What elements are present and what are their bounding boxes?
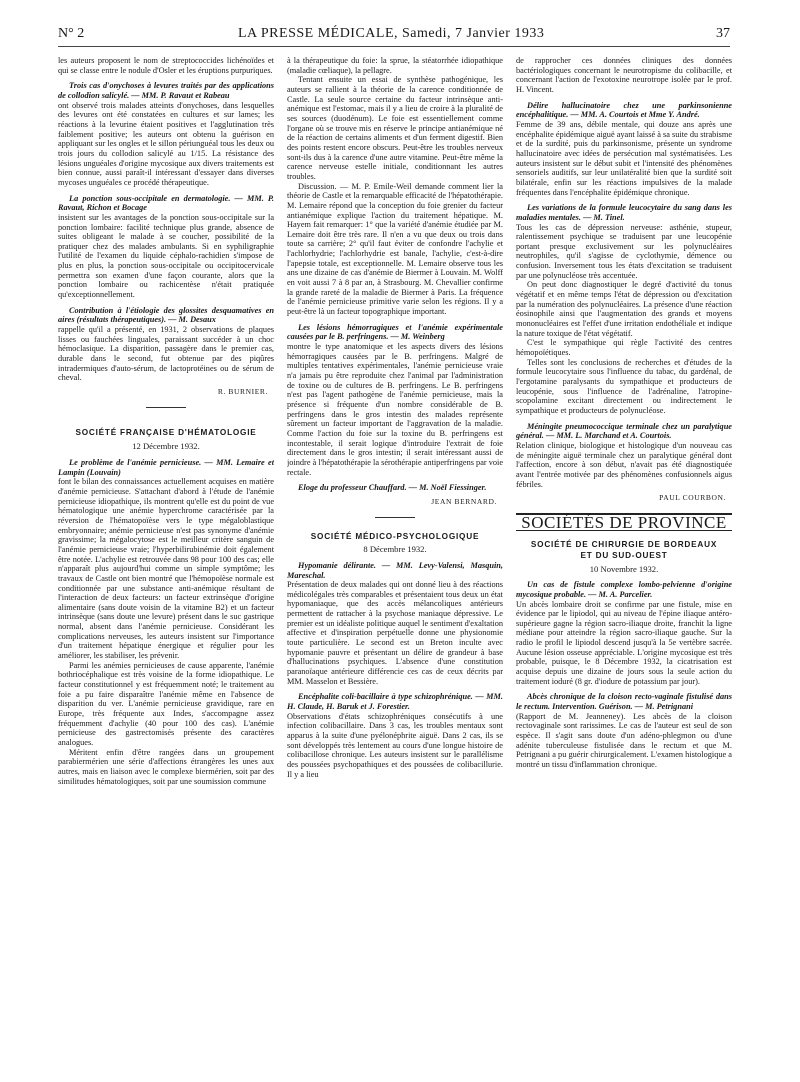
society-heading: SOCIÉTÉ MÉDICO-PSYCHOLOGIQUE (310, 531, 480, 541)
paragraph: Un abcès lombaire droit se confirme par une fistule, mise en évidence par le lipiodol, qui au niveau de l'épine iliaque antéro-supérieure gagne la région sacro-iliaque droite, franchit la ligne médiane pour atteindre la région sacro-iliaque gauche. Sur la radio le profil le lipiodol descend jusqu'à la 5e vertèbre sacrée. Aucune lésion osseuse appréciable. L'origine mycosique est très probable, puisque, le 8 Décembre 1932, la cicatrisation est acquise depuis une dizaine de jours sous la seule action du traitement ioduré (8 gr. d'iodure de potassium par jour). (516, 599, 732, 686)
paragraph: Parmi les anémies pernicieuses de cause apparente, l'anémie bothriocéphalique est très voisine de la forme idiopathique. Le facteur constitutionnel y est fréquemment noté; le traitement au foie a pu faire disparaître l'anémie même en l'absence de disparition du ver. L'anémie pernicieuse gravidique, rare en Europe, très fréquente aux Indes, s'accompagne assez fréquemment d'achylie (40 pour 100 des cas). L'anémie pernicieuse des gastrectomisés présente des caractères analogues. (58, 660, 274, 747)
paragraph: Femme de 39 ans, débile mentale, qui douze ans après une encéphalite épidémique aiguë ayant laissé à sa suite du strabisme et de la surdité, puis du parkinsonisme, présente un syndrome hallucinatoire avec idées de persécution mal systématisées. Les auteurs insistent sur le début subit et l'intensité des phénomènes sensoriels auditifs, sur leur unilatéralité bien que la surdité soit bilatérale, enfin sur les réactions impulsives de la malade fréquentes dans l'encéphalite épidémique chronique. (516, 119, 732, 197)
paragraph: rappelle qu'il a présenté, en 1931, 2 observations de plaques lisses ou fauchées linguales, paraissant succéder à un choc hémoclasique. La disparition, passagère dans le premier cas, durable dans le second, fut obtenue par des piqûres intradermiques d'auto-sérum, de lactoprotéines ou de sérum de cheval. (58, 325, 274, 383)
paragraph: insistent sur les avantages de la ponction sous-occipitale sur la ponction lombaire: facilité technique plus grande, absence de suites obligeant le malade à se coucher, possibilité de la pratiquer chez des malades ambulants. Si en syphiligraphie l'utilité de l'examen du liquide céphalo-rachidien s'impose de plus en plus, la ponction sous-occipitale ou occipitocervicale permettra son examen d'une façon courante, alors que la ponction lombaire ou rachicentèse n'était pratiquée qu'exceptionnellement. (58, 212, 274, 300)
article-title: Contribution à l'étiologie des glossites desquamatives en aires (résultats thérapeutiques). — M. Desaux (58, 305, 274, 325)
column-1 (58, 56, 274, 786)
paragraph: à la thérapeutique du foie: la sprue, la stéatorrhée idiopathique (maladie cœliaque), la pellagre. (287, 56, 503, 75)
column-3 (516, 56, 732, 770)
session-date: 12 Décembre 1932. (132, 441, 200, 452)
society-heading-line1: SOCIÉTÉ DE CHIRURGIE DE BORDEAUX (530, 539, 718, 549)
paragraph: On peut donc diagnostiquer le degré d'activité du tonus végétatif et en même temps l'état de dépression ou d'excitation par la numération des polynucléaires. La présence d'une réaction éosinophile ainsi que l'augmentation des grands et moyens mononucléaires est l'effet d'une irritation endothéliale et indique la nature toxique de l'état végétatif. (516, 280, 732, 338)
page-header (58, 26, 730, 44)
paragraph: Tous les cas de dépression nerveuse: asthénie, stupeur, ralentissement psychique se traduisent par une leucopénie portant presque exclusivement sur les polynucléaires neutrophiles, qu'il s'agisse de cyclothymie, démence ou confusion. Inversement tous les états d'excitation se traduisent par une polynucléose très accentuée. (516, 222, 732, 280)
article-title: Méningite pneumococcique terminale chez un paralytique général. — MM. L. Marchand et A. Courtois. (516, 421, 732, 441)
paragraph: font le bilan des connaissances actuellement acquises en matière d'anémie pernicieuse. S'attachant d'abord à l'étude de l'anémie pernicieuse idiopathique, ils montrent qu'elle est du point de vue hématologique une anémie hyperchrome caractérisée par la réversion de l'hématopoïèse vers le type mégaloblastique embryonnaire; anémie pernicieuse n'est pas synonyme d'anémie gravissime; la mégalocytose est le meilleur critère sanguin de l'anémie pernicieuse vraie; l'hyperbilirubinémie doit également être notée. L'achylie est retrouvée dans 98 pour 100 des cas; elle n'apparaît plus aujourd'hui comme un simple symptôme; les travaux de Castle ont bien montré que l'hémopoïèse normale est conditionnée par une substance anti-anémique résultant de l'interaction de deux facteurs: un facteur extrinsèque d'origine alimentaire (sans doute voisin de la vitamine B2) et un facteur intrinsèque (sans doute une levure) présent dans le suc gastrique normal, absent dans l'anémie pernicieuse. Considérant les complications nerveuses, les auteurs insistent sur l'importance d'un traitement hépatique énergique et régulier pour les améliorer, les stabiliser, les prévenir. (58, 477, 274, 661)
article-title: Abcès chronique de la cloison recto-vaginale fistulisé dans le rectum. Intervention. Guérison. — M. Petrignani (516, 692, 732, 712)
article-title: Les variations de la formule leucocytaire du sang dans les maladies mentales. — M. Tinel. (516, 203, 732, 222)
society-heading (516, 539, 732, 561)
society-heading: SOCIÉTÉ FRANÇAISE D'HÉMATOLOGIE (75, 427, 257, 437)
section-banner: SOCIÉTÉS DE PROVINCE (516, 513, 732, 531)
paragraph: Tentant ensuite un essai de synthèse pathogénique, les auteurs se rallient à la théorie de la carence conditionnée de Castle. La seule source certaine du facteur intrinsèque anti-anémique est l'estomac, mais il y a lieu de croire à la pluralité de ses sources (duodénum). Le foie est essentiellement comme l'organe où se trouve mis en réserve le principe antianémique né de la réaction de certains aliments et d'un ferment digestif. Bien des points restent encore obscurs. Peut-être les troubles nerveux sont-ils dus à la carence d'une autre vitamine. Peut-être même la carence nerveuse estelle initiale, conditionnant les autres troubles. (287, 75, 503, 181)
page-number: 37 (716, 26, 730, 41)
author-signature: JEAN BERNARD. (431, 496, 497, 506)
article-title: Trois cas d'onychoses à levures traités par des applications de collodion salicylé. — MM. P. Ravaut et Rabeau (58, 81, 274, 100)
article-title: Hypomanie délirante. — MM. Levy-Valensi, Masquin, Mareschal. (287, 560, 503, 580)
paragraph: de rapprocher ces données cliniques des données bactériologiques concernant le neurotropisme du colibacille, et concernant l'action de l'exotoxine neurotrope isolée par le prof. H. Vincent. (516, 56, 732, 94)
article-title: Les lésions hémorragiques et l'anémie expérimentale causées par le B. perfringens. — M. Weinberg (287, 322, 503, 342)
paragraph: les auteurs proposent le nom de streptococcides lichénoïdes et qui se classe entre le nodule d'Osler et les éruptions purpuriques. (58, 56, 274, 75)
session-date: 10 Novembre 1932. (589, 563, 659, 574)
header-rule (58, 46, 730, 47)
article-title: Un cas de fistule complexe lombo-pelvienne d'origine mycosique probable. — M. A. Parcelier. (516, 580, 732, 599)
article-title: Délire hallucinatoire chez une parkinsonienne encéphalitique. — MM. A. Courtois et Mme Y. André. (516, 100, 732, 120)
article-title: Encéphalite coli-bacillaire à type schizophrénique. — MM. H. Claude, H. Baruk et J. Forestier. (287, 692, 503, 712)
article-title: Eloge du professeur Chauffard. — M. Noël Fiessinger. (298, 483, 487, 493)
column-2 (287, 56, 503, 779)
page-number-label: N° 2 (58, 26, 85, 41)
paragraph: (Rapport de M. Jeanneney). Les abcès de la cloison rectovaginale sont rarissimes. Le cas de l'auteur est seul de son espèce. Il s'agit sans doute d'un adéno-phlegmon ou d'une adénite tuberculeuse fistulisée dans le rectum et que M. Petrignani a pu guérir chirurgicalement. L'examen histologique a montré un tissu d'inflammation chronique. (516, 711, 732, 769)
session-date: 8 Décembre 1932. (363, 544, 427, 555)
paragraph: Méritent enfin d'être rangées dans un groupement parabiermérien une série d'affections étrangères les unes aux autres, mais en liaison avec le complexe biermérien, soit par des similitudes hématologiques, soit par une soumission commune (58, 747, 274, 786)
paragraph: ont observé trois malades atteints d'onychoses, dans lesquelles des levures ont été constatées en cultures et sur lames; les réactions à la levurine étaient positives et l'agglutination très faiblement positive; les auteurs ont obtenu la guérison en appliquant sur les ongles et le sillon périunguéal tous les deux ou trois jours du collodion salicylé au 1/15. La résistance des lésions unguéales d'origine mycosique aux divers traitements est bien connue, aussi paraît-il intéressant d'essayer dans diverses mycoses unguéales ce procédé thérapeutique. (58, 100, 274, 187)
paragraph: Observations d'états schizophréniques consécutifs à une infection colibacillaire. Dans 3 cas, les troubles mentaux sont apparus à la suite d'une pyélonéphrite aiguë. Dans 2 cas, ils se sont développés très lentement au cours d'une longue histoire de colibacillose chronique. Les auteurs insistent sur le parallélisme des poussées psychopathiques et des poussées de colibacillurie. Il y a lieu (287, 711, 503, 779)
paragraph: Présentation de deux malades qui ont donné lieu à des réactions médicolégales très comparables et présentaient tous deux un état hypomaniaque, que des accès mélancoliques antérieurs permettent de rattacher à la psychose maniaque dépressive. Le premier est un idéaliste politique auquel le sentiment d'exaltation affective et d'inspiration perpétuelle donne une physionomie toute particulière. Le second est un Breton inculte avec hypomanie pauvre et présentant un délire de grandeur à base d'hallucinations psychiques. L'absence d'une constitution paranoïaque antérieure différencie ces cas de ceux décrits par MM. Masselon et Bessière. (287, 580, 503, 686)
separator (146, 407, 186, 408)
journal-running-title: LA PRESSE MÉDICALE, Samedi, 7 Janvier 1933 (238, 26, 545, 41)
article-title: La ponction sous-occipitale en dermatologie. — MM. P. Ravaut, Richon et Bocage (58, 193, 274, 213)
author-signature: R. BURNIER. (217, 387, 268, 396)
author-signature: PAUL COURBON. (659, 493, 726, 503)
paragraph: montre le type anatomique et les aspects divers des lésions hémorragiques causées par le B. perfringens. Malgré de multiples tentatives expérimentales, l'anémie pernicieuse vraie n'a jamais pu être reproduite chez l'animal par l'administration de toxine ou de cultures de B. perfringens. Le B. perfringens n'est pas l'agent pathogène de l'anémie pernicieuse, mais la présence si fréquente d'un nombre considérable de B. perfringens dans le gros intestin des malades représente sûrement un facteur important de l'aggravation de la maladie. Comme l'action du foie sur la toxine du B. perfringens est incontestable, il serait logique d'introduire l'extrait de foie directement dans le gros intestin; il serait intéressant aussi de joindre à l'hépatothérapie la sérothérapie antiperfringens par voie rectale. (287, 342, 503, 477)
paragraph: Discussion. — M. P. Emile-Weil demande comment lier la théorie de Castle et la remarquable efficacité de l'hépatothérapie. M. Lemaire répond que la conception du foie grenier du facteur antianémique explique l'action du traitement hépatique. M. Hayem fait remarquer: 1° que la variété d'anémie étudiée par M. Lemaire doit être très rare. Il n'en a vu que deux ou trois dans toute sa carrière; 2° qu'il faut éviter de confondre l'achylie et l'achlorhydrie; l'achlorhydrie est banale, l'achylie, c'est-à-dire l'apepsie totale, est exceptionnelle. M. Lemaire observe tous les ans une dizaine de cas d'anémie de Biermer à Louvain. M. Wolff en voit aussi 7 à 8 par an, à Strasbourg. M. Chevallier confirme la grande rareté de la maladie de Biermer à Paris. La fréquence de l'anémie pernicieuse primitive varie selon les régions. Il y a peut-être là un facteur topographique important. (287, 181, 503, 317)
paragraph: Relation clinique, biologique et histologique d'un nouveau cas de méningite aiguë terminale chez un paralytique général dont l'affection, encore à son début, n'avait pas été diagnostiquée avant l'entrée motivée par des phénomènes confusionnels aigus fébriles. (516, 440, 732, 489)
paragraph: C'est le sympathique qui règle l'activité des centres hémopoïétiques. (516, 338, 732, 358)
paragraph: Telles sont les conclusions de recherches et d'études de la formule leucocytaire sous l'influence du tabac, du gardénal, de l'ergotamine paralysants du sympathique et producteurs de leucopénie, sous l'influence de l'adrénaline, l'atropine-scopolamine excitant directement ou indirectement le sympathique et producteurs de polynucléose. (516, 357, 732, 415)
article-title: Le problème de l'anémie pernicieuse. — MM. Lemaire et Lampin (Louvain) (58, 457, 274, 477)
separator (375, 517, 415, 518)
society-heading-line2: ET DU SUD-OUEST (580, 550, 668, 560)
